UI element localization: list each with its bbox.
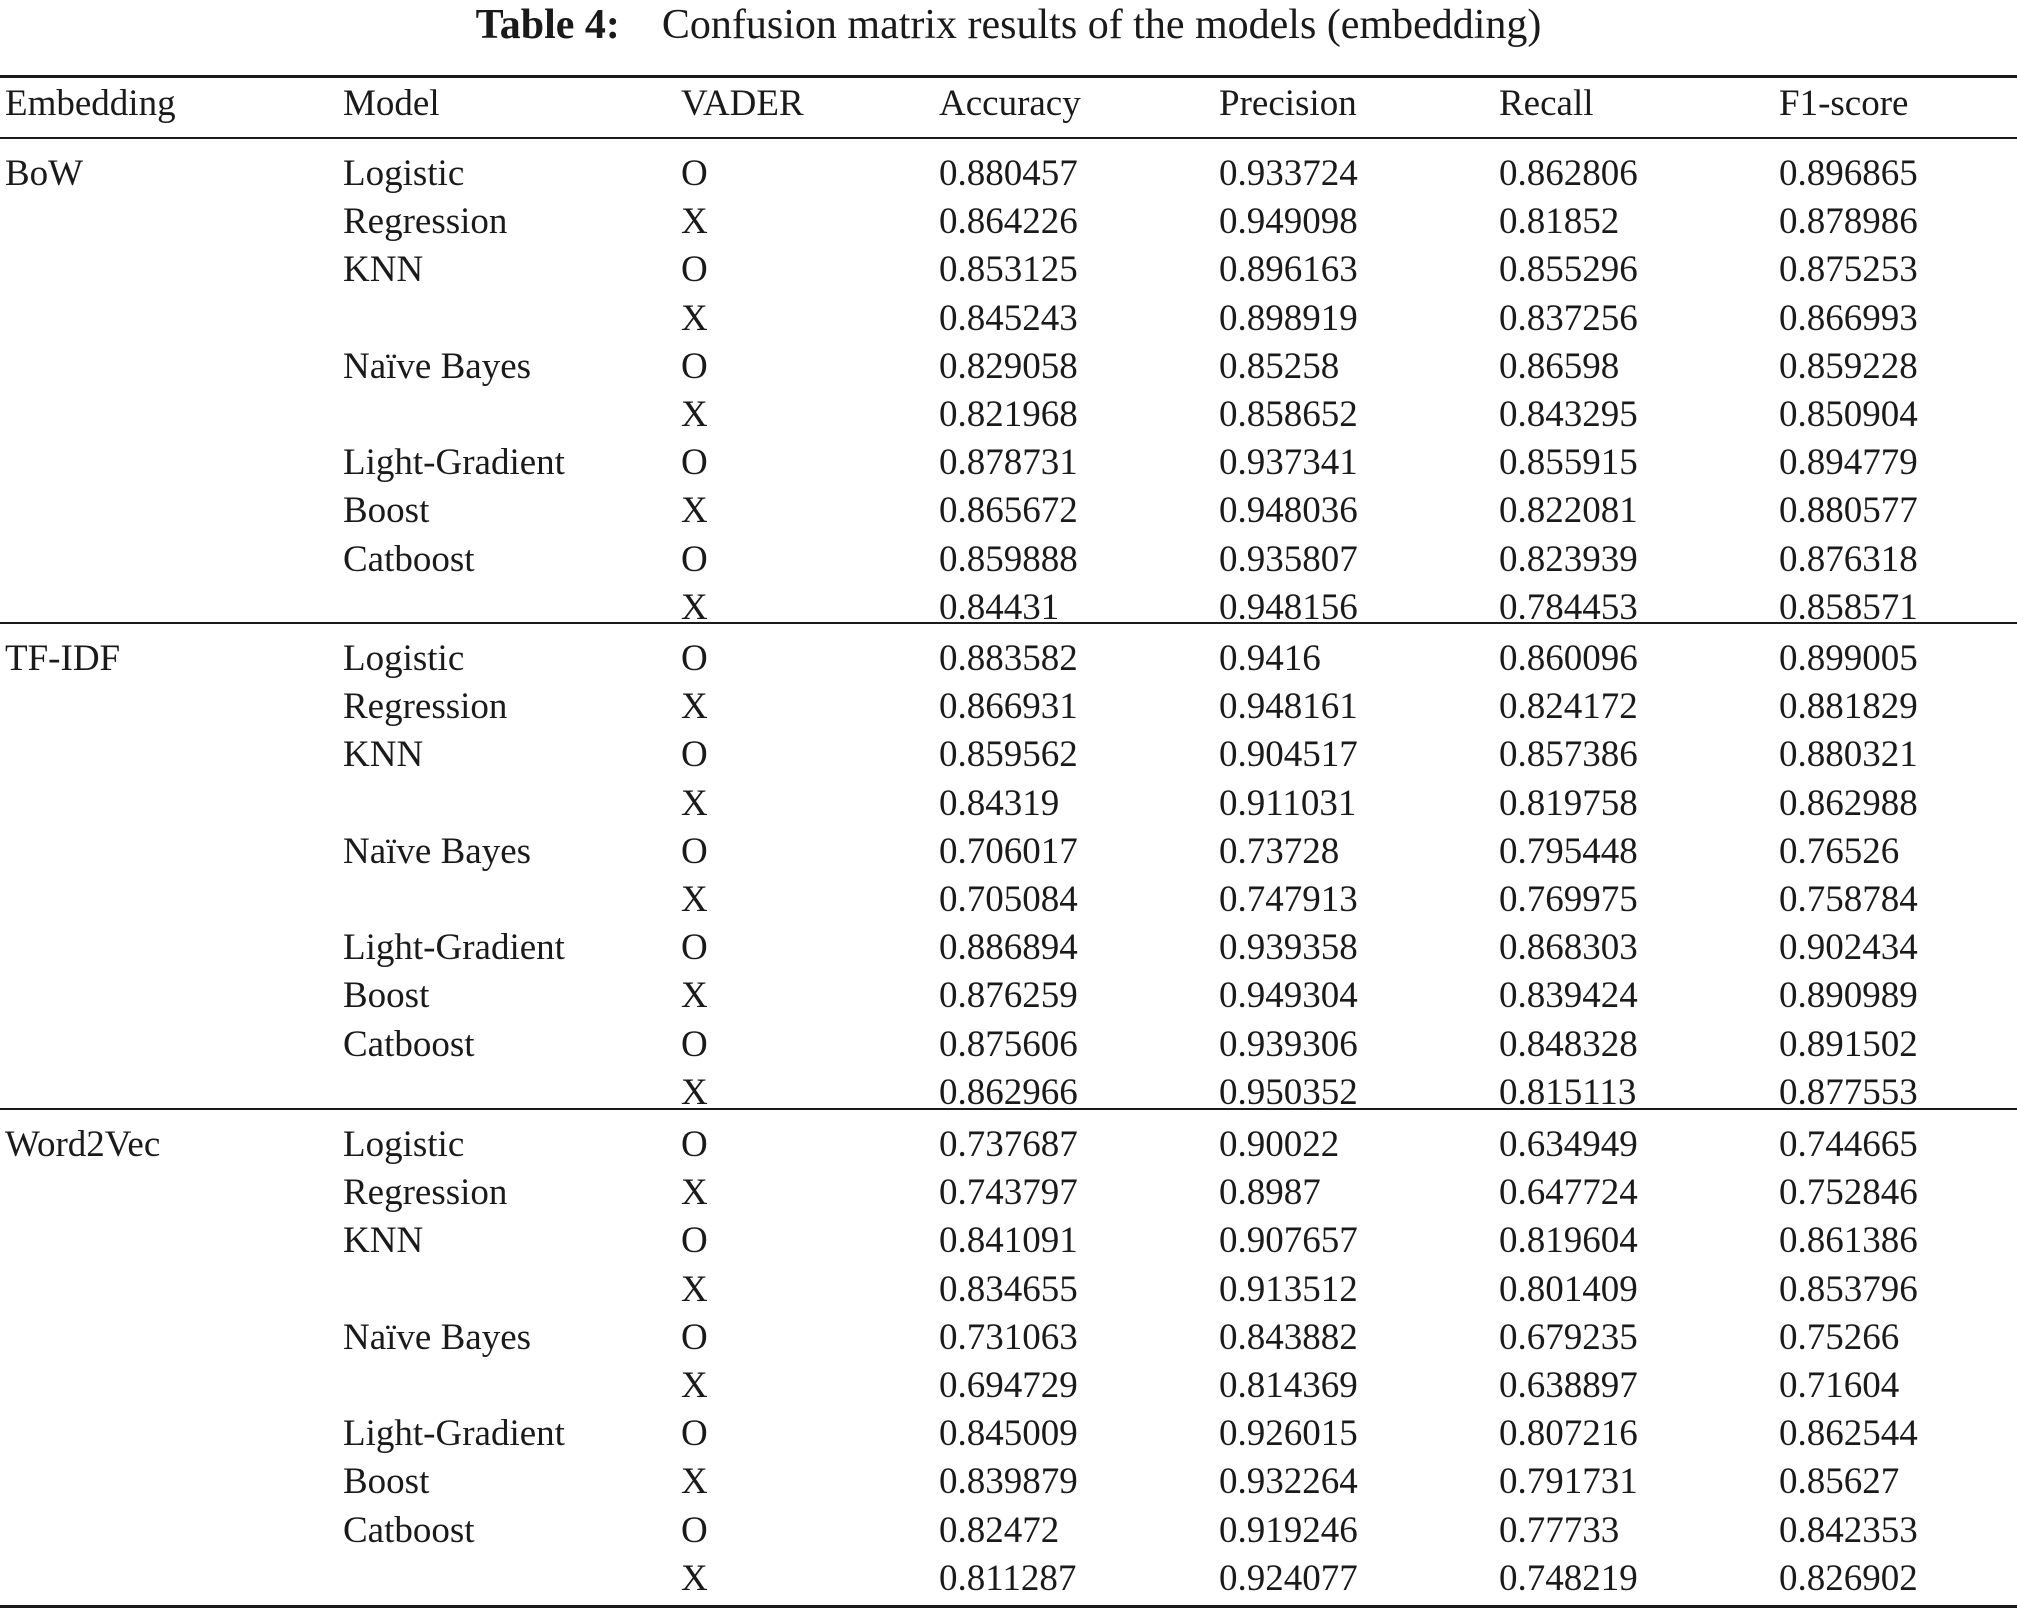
f1-score-cell: 0.881829 [1779, 686, 1918, 728]
f1-score-cell: 0.876318 [1779, 538, 1918, 580]
f1-score-cell: 0.862988 [1779, 782, 1918, 824]
precision-cell: 0.858652 [1219, 394, 1358, 435]
embedding-label: Word2Vec [5, 1124, 161, 1165]
f1-score-cell: 0.862544 [1779, 1413, 1918, 1455]
accuracy-cell: 0.694729 [939, 1365, 1078, 1406]
f1-score-cell: 0.842353 [1779, 1509, 1918, 1551]
model-cell: Logistic [343, 638, 465, 679]
recall-cell: 0.843295 [1499, 394, 1638, 435]
precision-cell: 0.949098 [1219, 201, 1358, 243]
model-cell: Light-Gradient [343, 442, 565, 484]
recall-cell: 0.634949 [1499, 1124, 1638, 1165]
f1-score-cell: 0.878986 [1779, 201, 1918, 243]
column-header-accuracy: Accuracy [939, 83, 1081, 124]
vader-cell: O [681, 249, 708, 291]
f1-score-cell: 0.877553 [1779, 1071, 1918, 1113]
accuracy-cell: 0.84319 [939, 782, 1060, 824]
accuracy-cell: 0.886894 [939, 927, 1078, 969]
f1-score-cell: 0.71604 [1779, 1365, 1900, 1406]
f1-score-cell: 0.896865 [1779, 153, 1918, 194]
precision-cell: 0.937341 [1219, 442, 1358, 484]
model-cell: Logistic [343, 153, 465, 194]
f1-score-cell: 0.902434 [1779, 927, 1918, 969]
vader-cell: X [681, 201, 708, 243]
precision-cell: 0.90022 [1219, 1124, 1340, 1165]
precision-cell: 0.896163 [1219, 249, 1358, 291]
f1-score-cell: 0.875253 [1779, 249, 1918, 291]
f1-score-cell: 0.861386 [1779, 1220, 1918, 1262]
accuracy-cell: 0.859562 [939, 734, 1078, 776]
model-cell: Naïve Bayes [343, 1316, 532, 1358]
precision-cell: 0.933724 [1219, 153, 1358, 194]
accuracy-cell: 0.82472 [939, 1509, 1060, 1551]
recall-cell: 0.679235 [1499, 1316, 1638, 1358]
model-cell: Regression [343, 201, 508, 243]
f1-score-cell: 0.758784 [1779, 879, 1918, 920]
precision-cell: 0.907657 [1219, 1220, 1358, 1262]
accuracy-cell: 0.845243 [939, 297, 1078, 339]
recall-cell: 0.848328 [1499, 1023, 1638, 1065]
precision-cell: 0.919246 [1219, 1509, 1358, 1551]
precision-cell: 0.911031 [1219, 782, 1357, 824]
table-bottom-rule [0, 1605, 2017, 1608]
vader-cell: O [681, 538, 708, 580]
vader-cell: X [681, 1365, 708, 1406]
f1-score-cell: 0.891502 [1779, 1023, 1918, 1065]
accuracy-cell: 0.829058 [939, 345, 1078, 387]
vader-cell: X [681, 1071, 708, 1113]
accuracy-cell: 0.705084 [939, 879, 1078, 920]
recall-cell: 0.801409 [1499, 1268, 1638, 1310]
vader-cell: X [681, 782, 708, 824]
table-caption-text: Confusion matrix results of the models (embedding) [661, 2, 1542, 48]
recall-cell: 0.855915 [1499, 442, 1638, 484]
precision-cell: 0.939306 [1219, 1023, 1358, 1065]
column-header-vader: VADER [681, 83, 804, 124]
precision-cell: 0.913512 [1219, 1268, 1358, 1310]
model-cell: Light-Gradient [343, 927, 565, 969]
accuracy-cell: 0.862966 [939, 1071, 1078, 1113]
f1-score-cell: 0.85627 [1779, 1461, 1900, 1503]
model-cell: KNN [343, 249, 424, 291]
vader-cell: X [681, 490, 708, 532]
recall-cell: 0.81852 [1499, 201, 1620, 243]
f1-score-cell: 0.880321 [1779, 734, 1918, 776]
f1-score-cell: 0.752846 [1779, 1172, 1918, 1214]
precision-cell: 0.8987 [1219, 1172, 1321, 1214]
accuracy-cell: 0.878731 [939, 442, 1078, 484]
vader-cell: O [681, 1509, 708, 1551]
recall-cell: 0.868303 [1499, 927, 1638, 969]
f1-score-cell: 0.866993 [1779, 297, 1918, 339]
vader-cell: X [681, 686, 708, 728]
recall-cell: 0.647724 [1499, 1172, 1638, 1214]
precision-cell: 0.747913 [1219, 879, 1358, 920]
precision-cell: 0.814369 [1219, 1365, 1358, 1406]
precision-cell: 0.904517 [1219, 734, 1358, 776]
accuracy-cell: 0.859888 [939, 538, 1078, 580]
accuracy-cell: 0.864226 [939, 201, 1078, 243]
model-cell: Light-Gradient [343, 1413, 565, 1455]
recall-cell: 0.795448 [1499, 830, 1638, 872]
table-header-rule [0, 137, 2017, 139]
accuracy-cell: 0.706017 [939, 830, 1078, 872]
recall-cell: 0.862806 [1499, 153, 1638, 194]
vader-cell: X [681, 1172, 708, 1214]
vader-cell: O [681, 345, 708, 387]
accuracy-cell: 0.841091 [939, 1220, 1078, 1262]
vader-cell: O [681, 734, 708, 776]
recall-cell: 0.819604 [1499, 1220, 1638, 1262]
precision-cell: 0.948156 [1219, 586, 1358, 628]
accuracy-cell: 0.845009 [939, 1413, 1078, 1455]
model-cell: Boost [343, 1461, 430, 1503]
vader-cell: O [681, 638, 708, 679]
table-top-rule [0, 75, 2017, 78]
accuracy-cell: 0.743797 [939, 1172, 1078, 1214]
recall-cell: 0.857386 [1499, 734, 1638, 776]
precision-cell: 0.935807 [1219, 538, 1358, 580]
recall-cell: 0.784453 [1499, 586, 1638, 628]
recall-cell: 0.837256 [1499, 297, 1638, 339]
accuracy-cell: 0.839879 [939, 1461, 1078, 1503]
recall-cell: 0.823939 [1499, 538, 1638, 580]
f1-score-cell: 0.894779 [1779, 442, 1918, 484]
precision-cell: 0.926015 [1219, 1413, 1358, 1455]
precision-cell: 0.73728 [1219, 830, 1340, 872]
recall-cell: 0.77733 [1499, 1509, 1620, 1551]
recall-cell: 0.819758 [1499, 782, 1638, 824]
vader-cell: X [681, 879, 708, 920]
vader-cell: O [681, 1220, 708, 1262]
model-cell: Naïve Bayes [343, 830, 532, 872]
precision-cell: 0.948161 [1219, 686, 1358, 728]
precision-cell: 0.939358 [1219, 927, 1358, 969]
accuracy-cell: 0.737687 [939, 1124, 1078, 1165]
f1-score-cell: 0.853796 [1779, 1268, 1918, 1310]
f1-score-cell: 0.744665 [1779, 1124, 1918, 1165]
model-cell: Regression [343, 686, 508, 728]
recall-cell: 0.822081 [1499, 490, 1638, 532]
accuracy-cell: 0.853125 [939, 249, 1078, 291]
vader-cell: X [681, 394, 708, 435]
precision-cell: 0.950352 [1219, 1071, 1358, 1113]
accuracy-cell: 0.875606 [939, 1023, 1078, 1065]
recall-cell: 0.86598 [1499, 345, 1620, 387]
column-header-f1: F1-score [1779, 83, 1909, 124]
recall-cell: 0.860096 [1499, 638, 1638, 679]
f1-score-cell: 0.859228 [1779, 345, 1918, 387]
f1-score-cell: 0.75266 [1779, 1316, 1900, 1358]
vader-cell: O [681, 1124, 708, 1165]
vader-cell: O [681, 442, 708, 484]
model-cell: KNN [343, 1220, 424, 1262]
vader-cell: X [681, 297, 708, 339]
accuracy-cell: 0.834655 [939, 1268, 1078, 1310]
vader-cell: X [681, 1268, 708, 1310]
recall-cell: 0.638897 [1499, 1365, 1638, 1406]
vader-cell: O [681, 927, 708, 969]
model-cell: Regression [343, 1172, 508, 1214]
f1-score-cell: 0.76526 [1779, 830, 1900, 872]
accuracy-cell: 0.821968 [939, 394, 1078, 435]
f1-score-cell: 0.850904 [1779, 394, 1918, 435]
model-cell: Logistic [343, 1124, 465, 1165]
f1-score-cell: 0.826902 [1779, 1557, 1918, 1599]
vader-cell: X [681, 586, 708, 628]
vader-cell: O [681, 1413, 708, 1455]
table-caption-label: Table 4: [475, 2, 620, 48]
f1-score-cell: 0.880577 [1779, 490, 1918, 532]
accuracy-cell: 0.866931 [939, 686, 1078, 728]
column-header-model: Model [343, 83, 440, 124]
precision-cell: 0.843882 [1219, 1316, 1358, 1358]
f1-score-cell: 0.899005 [1779, 638, 1918, 679]
model-cell: Catboost [343, 1509, 475, 1551]
precision-cell: 0.924077 [1219, 1557, 1358, 1599]
vader-cell: X [681, 975, 708, 1017]
embedding-label: BoW [5, 153, 84, 194]
precision-cell: 0.898919 [1219, 297, 1358, 339]
model-cell: Naïve Bayes [343, 345, 532, 387]
model-cell: Catboost [343, 1023, 475, 1065]
column-header-embedding: Embedding [5, 83, 176, 124]
recall-cell: 0.839424 [1499, 975, 1638, 1017]
accuracy-cell: 0.880457 [939, 153, 1078, 194]
recall-cell: 0.824172 [1499, 686, 1638, 728]
recall-cell: 0.855296 [1499, 249, 1638, 291]
column-header-recall: Recall [1499, 83, 1594, 124]
precision-cell: 0.949304 [1219, 975, 1358, 1017]
f1-score-cell: 0.890989 [1779, 975, 1918, 1017]
recall-cell: 0.791731 [1499, 1461, 1638, 1503]
vader-cell: O [681, 1316, 708, 1358]
model-cell: Boost [343, 490, 430, 532]
vader-cell: X [681, 1461, 708, 1503]
model-cell: KNN [343, 734, 424, 776]
vader-cell: O [681, 830, 708, 872]
accuracy-cell: 0.883582 [939, 638, 1078, 679]
precision-cell: 0.932264 [1219, 1461, 1358, 1503]
model-cell: Catboost [343, 538, 475, 580]
f1-score-cell: 0.858571 [1779, 586, 1918, 628]
vader-cell: O [681, 153, 708, 194]
accuracy-cell: 0.84431 [939, 586, 1060, 628]
accuracy-cell: 0.876259 [939, 975, 1078, 1017]
vader-cell: X [681, 1557, 708, 1599]
embedding-label: TF-IDF [5, 638, 121, 679]
precision-cell: 0.85258 [1219, 345, 1340, 387]
vader-cell: O [681, 1023, 708, 1065]
precision-cell: 0.948036 [1219, 490, 1358, 532]
accuracy-cell: 0.865672 [939, 490, 1078, 532]
accuracy-cell: 0.811287 [939, 1557, 1077, 1599]
recall-cell: 0.815113 [1499, 1071, 1637, 1113]
model-cell: Boost [343, 975, 430, 1017]
recall-cell: 0.807216 [1499, 1413, 1638, 1455]
column-header-precision: Precision [1219, 83, 1357, 124]
accuracy-cell: 0.731063 [939, 1316, 1078, 1358]
precision-cell: 0.9416 [1219, 638, 1321, 679]
recall-cell: 0.748219 [1499, 1557, 1638, 1599]
recall-cell: 0.769975 [1499, 879, 1638, 920]
